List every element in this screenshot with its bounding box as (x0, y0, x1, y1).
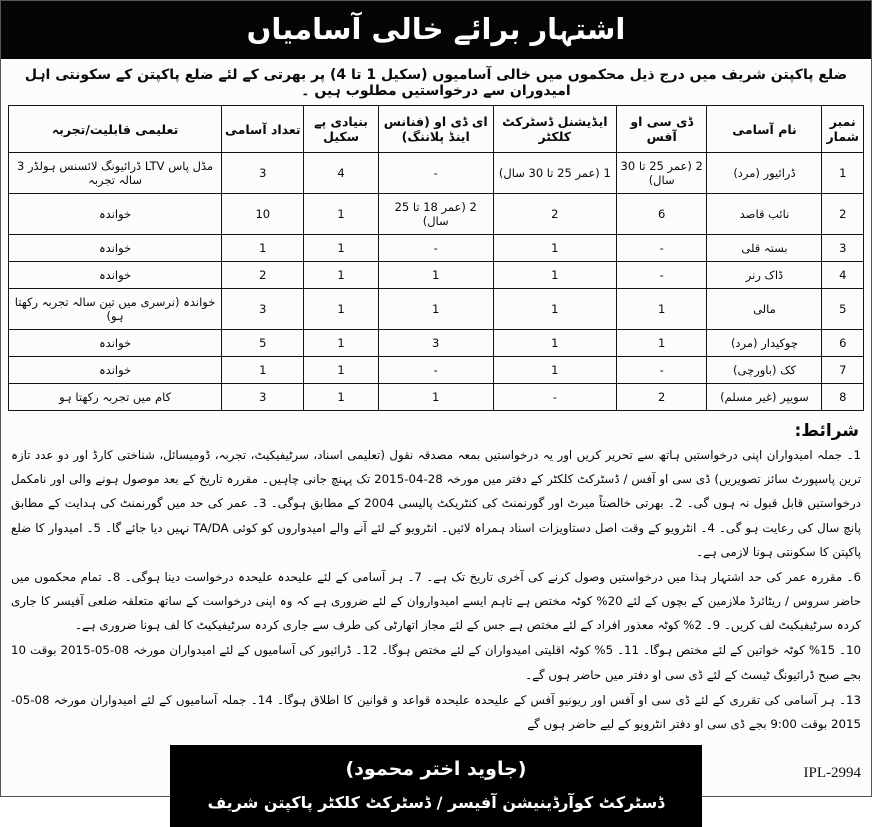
table-cell: 1 (304, 194, 378, 235)
table-cell: بستہ قلی (707, 235, 822, 262)
signatory-designation: ڈسٹرکٹ کوآرڈینیشن آفیسر / ڈسٹرکٹ کلکٹر پاکپتن شریف (207, 793, 665, 813)
table-cell: کام میں تجربہ رکھتا ہو (9, 384, 222, 411)
condition-item: 9۔ 2% کوٹہ معذور افراد کے لئے مختص ہے جس کے لئے مجاز اتھارٹی کی طرف سے جاری کردہ سرٹیفیکیٹ کا لف ہونا ضروری ہے۔ (74, 618, 721, 633)
table-row (9, 289, 864, 330)
table-cell: 1 (493, 330, 616, 357)
table-cell: خواندہ (9, 357, 222, 384)
table-cell: 1 (222, 357, 304, 384)
table-header-row (9, 106, 864, 153)
column-header: نام آسامی (707, 106, 822, 153)
table-cell: 2 (822, 194, 864, 235)
condition-item: 6۔ مقررہ عمر کی حد اشتہار ہذا میں درخواستیں وصول کرنے کی آخری تاریخ تک ہے۔ (421, 569, 861, 584)
subtitle: ضلع پاکپتن شریف میں درج ذیل محکموں میں خالی آسامیوں (سکیل 1 تا 4) پر بھرتی کے لئے ضلع پاکپتن کے سکونتی اہل امیدوران سے درخواستیں مطلوب ہیں ۔ (24, 67, 848, 99)
table-cell: 5 (822, 289, 864, 330)
vacancy-table (8, 105, 864, 411)
table-cell: 1 (493, 357, 616, 384)
table-row (9, 153, 864, 194)
table-cell: 8 (822, 384, 864, 411)
signature-box (170, 745, 702, 827)
table-cell: خواندہ (9, 235, 222, 262)
table-cell: 3 (222, 153, 304, 194)
table-cell: 2 (عمر 18 تا 25 سال) (378, 194, 493, 235)
conditions-paragraph (11, 565, 861, 638)
table-cell: 1 (378, 262, 493, 289)
table-cell: 1 (493, 262, 616, 289)
table-row (9, 262, 864, 289)
table-cell: 2 (222, 262, 304, 289)
table-cell: 1 (304, 262, 378, 289)
table-cell: - (378, 153, 493, 194)
table-cell: ڈاک رنر (707, 262, 822, 289)
table-cell: 3 (822, 235, 864, 262)
table-cell: 1 (378, 289, 493, 330)
table-cell: 6 (822, 330, 864, 357)
condition-item: 4۔ انٹرویو کے وقت اصل دستاویزات اسناد ہمراہ لائیں۔ انٹرویو کے لئے آنے والے امیدواروں کو کوئی TA/DA نہیں دیا جائے گا۔ (101, 520, 715, 535)
reference-number: IPL-2994 (803, 765, 861, 781)
column-header: تعداد آسامی (222, 106, 304, 153)
table-cell: 3 (222, 289, 304, 330)
signatory-name: (جاوید اختر محمود) (345, 758, 527, 781)
conditions-paragraph (11, 443, 861, 564)
table-cell: 4 (822, 262, 864, 289)
conditions-body (11, 443, 861, 736)
table-cell: 7 (822, 357, 864, 384)
table-cell: خواندہ (9, 262, 222, 289)
table-cell: 1 (493, 289, 616, 330)
condition-item: 13۔ ہر آسامی کی تقرری کے لئے ڈی سی او آفس اور ریونیو آفس کے علیحدہ علیحدہ قواعد و قوانین کا اطلاق ہوگا۔ (272, 692, 862, 707)
table-cell: - (493, 384, 616, 411)
table-cell: 1 (304, 357, 378, 384)
conditions-heading: شرائط: (794, 421, 859, 441)
table-cell: 2 (493, 194, 616, 235)
table-cell: 10 (222, 194, 304, 235)
table-cell: 1 (304, 384, 378, 411)
condition-item: 1۔ جملہ امیدواران اپنی درخواستیں ہاتھ سے تحریر کریں اور یہ درخواستیں بمعہ مصدقہ نقول (تعلیمی اسناد، سرٹیفیکیٹ، تجربہ، ڈومیسائل، شناختی کارڈ اور دو عدد تازہ ترین پاسپورٹ سائز تصویریں) ڈی سی او آفس / ڈسٹرکٹ کلکٹر کے دفتر میں مورخہ 28-04-2015 تک پہنچ جانی چاہیں۔ مقررہ تاریخ کے بعد موصول ہونے والی اور نامکمل درخواستیں قابل قبول نہ ہوں گی۔ (11, 448, 862, 511)
column-header: تعلیمی قابلیت/تجربہ (9, 106, 222, 153)
table-cell: خواندہ (9, 330, 222, 357)
conditions-paragraph (11, 688, 861, 736)
table-cell: 1 (222, 235, 304, 262)
table-cell: مالی (707, 289, 822, 330)
header-band (1, 1, 871, 59)
table-cell: - (616, 235, 707, 262)
table-cell: مڈل پاس LTV ڈرائیونگ لائسنس ہولڈر 3 سالہ تجربہ (9, 153, 222, 194)
condition-item: 8۔ تمام محکموں میں حاضر سروس / ریٹائرڈ ملازمین کے بچوں کے لئے 20% کوٹہ مختص ہے تاہم ایسے امیدواروان کے لئے ضروری ہے کہ وہ اپنی درخواست کے ساتھ متعلقہ ضلعی آفیسر کا جاری کردہ سرٹیفیکیٹ لف کریں۔ (11, 569, 861, 633)
condition-item: 12۔ ڈرائیور کی آسامیوں کے لئے امیدواران مورخہ 08-05-2015 بوقت 10 بجے صبح ڈرائیونگ ٹیسٹ کے لئے ڈی سی او دفتر میں حاضر ہوں گے۔ (11, 643, 861, 682)
condition-item: 10۔ 15% کوٹہ خواتین کے لئے مختص ہوگا۔ (639, 643, 861, 658)
table-cell: 1 (378, 384, 493, 411)
table-row (9, 384, 864, 411)
condition-item: 14۔ جملہ آسامیوں کے لئے امیدواران مورخہ 08-05-2015 بوقت 9:00 بجے ڈی سی او دفتر انٹرویو کے لیے حاضر ہوں گے (11, 692, 861, 731)
table-cell: 1 (304, 289, 378, 330)
condition-item: 2۔ بھرتی خالصتاً میرٹ اور گورنمنٹ کی کنٹریکٹ پالیسی 2004 کے مطابق ہوگی۔ (266, 496, 683, 511)
table-cell: خواندہ (9, 194, 222, 235)
table-cell: 1 (304, 330, 378, 357)
table-cell: - (616, 357, 707, 384)
conditions-paragraph (11, 638, 861, 686)
table-cell: ڈرائیور (مرد) (707, 153, 822, 194)
condition-item: 7۔ ہر آسامی کے لئے علیحدہ علیحدہ درخواست دینا ہوگی۔ (120, 569, 422, 584)
table-cell: سویپر (غیر مسلم) (707, 384, 822, 411)
table-cell: 2 (616, 384, 707, 411)
table-cell: 3 (378, 330, 493, 357)
table-cell: 1 (822, 153, 864, 194)
column-header: نمبر شمار (822, 106, 864, 153)
table-cell: 1 (304, 235, 378, 262)
table-body (9, 153, 864, 411)
page-title: اشتہار برائے خالی آسامیاں (246, 12, 626, 46)
table-cell: 2 (عمر 25 تا 30 سال) (616, 153, 707, 194)
condition-item: 11۔ 5% کوٹہ اقلیتی امیدواران کے لئے مختص ہوگا۔ (377, 643, 640, 658)
column-header: ایڈیشنل ڈسٹرکٹ کلکٹر (493, 106, 616, 153)
table-cell: 1 (616, 289, 707, 330)
table-cell: 6 (616, 194, 707, 235)
table-header (9, 106, 864, 153)
condition-item: 3۔ عمر کی حد میں گورنمنٹ کی ہدایت کے مطابق پانچ سال کی رعایت ہو گی۔ (11, 496, 862, 535)
table-cell: - (378, 235, 493, 262)
condition-item: 5۔ امیدوار کا ضلع پاکپتن کا سکونتی ہونا لازمی ہے۔ (11, 520, 861, 559)
table-cell: - (616, 262, 707, 289)
column-header: بنیادی پے سکیل (304, 106, 378, 153)
column-header: ڈی سی او آفس (616, 106, 707, 153)
table-cell: خواندہ (نرسری میں تین سالہ تجربہ رکھتا ہو) (9, 289, 222, 330)
table-cell: نائب قاصد (707, 194, 822, 235)
table-row (9, 357, 864, 384)
table-cell: 5 (222, 330, 304, 357)
table-row (9, 194, 864, 235)
table-cell: 4 (304, 153, 378, 194)
table-cell: 3 (222, 384, 304, 411)
table-row (9, 330, 864, 357)
table-row (9, 235, 864, 262)
column-header: ای ڈی او (فنانس اینڈ پلاننگ) (378, 106, 493, 153)
table-cell: 1 (616, 330, 707, 357)
table-cell: 1 (493, 235, 616, 262)
table-cell: 1 (عمر 25 تا 30 سال) (493, 153, 616, 194)
table-cell: - (378, 357, 493, 384)
table-cell: کک (باورچی) (707, 357, 822, 384)
table-cell: چوکیدار (مرد) (707, 330, 822, 357)
